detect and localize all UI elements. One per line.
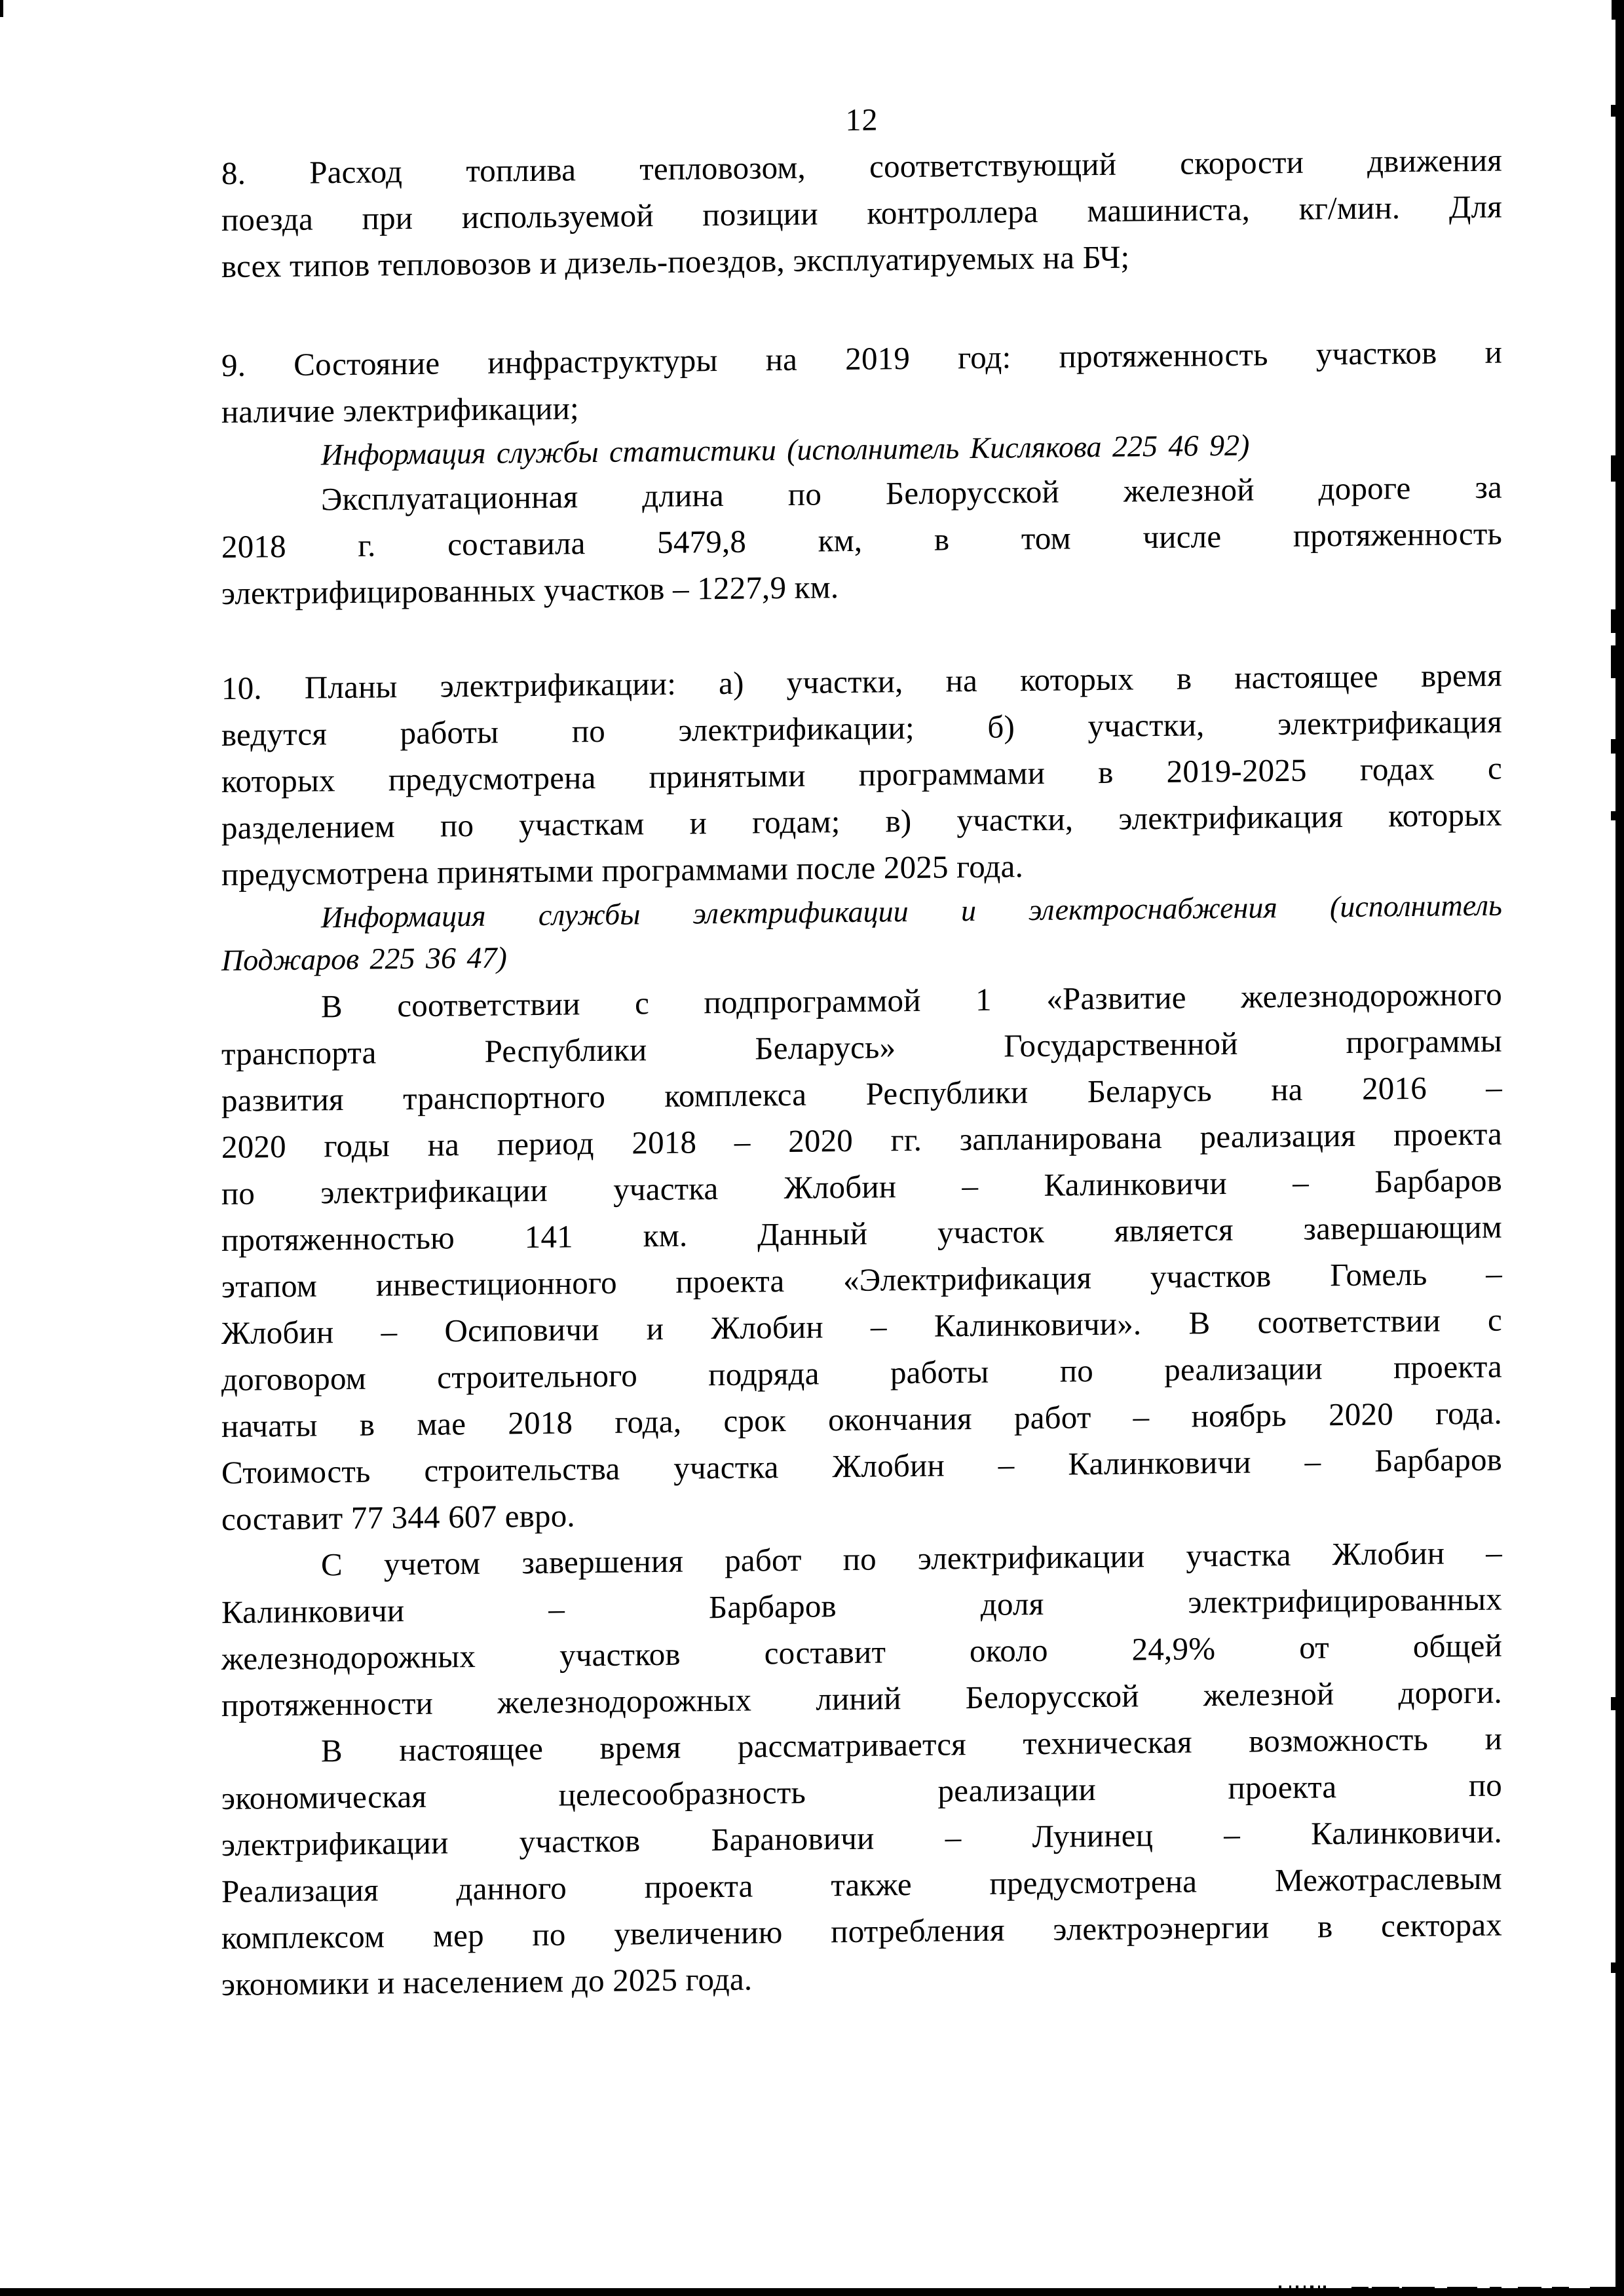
text-line: Стоимость строительства участка Жлобин – Калинковичи – Барбаров	[221, 1441, 1502, 1491]
paragraph-10	[221, 652, 1502, 898]
scan-edge-right-bar	[1615, 0, 1624, 2296]
scan-noise-mark	[1490, 2287, 1501, 2291]
text-line: комплексом мер по увеличению потребления электроэнергии в секторах	[221, 1906, 1502, 1956]
text-line: протяженностью 141 км. Данный участок является завершающим	[221, 1208, 1502, 1258]
scan-noise-mark	[1611, 645, 1616, 678]
text-line: 2018 г. составила 5479,8 км, в том числе протяженность	[221, 515, 1502, 565]
text-line: С учетом завершения работ по электрификации участка Жлобин –	[321, 1534, 1502, 1583]
text-line: железнодорожных участков составит около 24,9% от общей	[221, 1627, 1502, 1677]
document-text	[221, 90, 1502, 2008]
text-line: протяженности железнодорожных линий Белорусской железной дороги.	[221, 1674, 1502, 1723]
text-line: Информация службы статистики (исполнитель Кислякова 225 46 92)	[321, 428, 1250, 472]
scan-noise-mark	[1279, 2286, 1281, 2295]
scan-noise-mark	[1611, 455, 1616, 482]
text-line: В настоящее время рассматривается техническая возможность и	[321, 1720, 1502, 1769]
scan-noise-mark	[1351, 2287, 1369, 2291]
text-line: В соответствии с подпрограммой 1 «Развитие железнодорожного	[321, 976, 1502, 1025]
text-line: развития транспортного комплекса Республики Беларусь на 2016 –	[221, 1069, 1502, 1119]
text-line: составит 77 344 607 евро.	[221, 1497, 575, 1537]
scan-noise-mark	[1304, 2286, 1306, 2295]
text-line: этапом инвестиционного проекта «Электрификация участков Гомель –	[221, 1255, 1502, 1305]
paragraph-share	[221, 1529, 1502, 1729]
text-line: экономики и населением до 2025 года.	[221, 1961, 753, 2002]
text-line: электрификации участков Барановичи – Лунинец – Калинковичи.	[221, 1813, 1502, 1863]
scan-noise-mark	[1323, 2286, 1326, 2295]
scan-noise-mark	[1289, 2286, 1291, 2295]
text-line: которых предусмотрена принятыми программами в 2019-2025 годах с	[221, 750, 1502, 799]
scan-noise-mark	[1611, 609, 1616, 633]
paragraph-9	[221, 329, 1502, 435]
text-line: разделением по участкам и годам; в) участки, электрификация которых	[221, 796, 1502, 846]
text-line: начаты в мае 2018 года, срок окончания работ – ноябрь 2020 года.	[221, 1394, 1502, 1444]
note-electrification-service	[221, 885, 1502, 982]
text-line: договором строительного подряда работы по реализации проекта	[221, 1348, 1502, 1398]
scan-noise-mark	[1590, 2287, 1619, 2291]
scan-noise-mark	[1612, 0, 1616, 20]
scan-noise-mark	[1372, 2287, 1399, 2291]
scan-noise-mark	[1447, 2287, 1477, 2291]
text-line: Эксплуатационная длина по Белорусской железной дороге за	[321, 469, 1502, 518]
text-line: поезда при используемой позиции контроллера машиниста, кг/мин. Для	[221, 188, 1502, 238]
text-line: Реализация данного проекта также предусмотрена Межотраслевым	[221, 1860, 1502, 1909]
scan-noise-mark	[1611, 1697, 1616, 1710]
text-line: 8. Расход топлива тепловозом, соответствующий скорости движения	[221, 142, 1502, 191]
scan-noise-mark	[1611, 811, 1616, 820]
text-line: всех типов тепловозов и дизель-поездов, эксплуатируемых на БЧ;	[221, 239, 1130, 284]
text-line: 2020 годы на период 2018 – 2020 гг. запланирована реализация проекта	[221, 1115, 1502, 1165]
text-line: транспорта Республики Беларусь» Государственной программы	[221, 1022, 1502, 1072]
paragraph-operational-length	[221, 464, 1502, 617]
text-line: Жлобин – Осиповичи и Жлобин – Калинковичи». В соответствии с	[221, 1301, 1502, 1351]
text-line: электрифицированных участков – 1227,9 км.	[221, 569, 839, 611]
scan-noise-mark	[1611, 1962, 1616, 1973]
text-line: наличие электрификации;	[221, 390, 579, 430]
text-line: ведутся работы по электрификации; б) участки, электрификация	[221, 703, 1502, 753]
scan-noise-mark	[1402, 2287, 1435, 2291]
scan-noise-mark	[1518, 2287, 1541, 2291]
paragraph-8	[221, 137, 1502, 290]
text-line: Калинковичи – Барбаров доля электрифицированных	[221, 1580, 1502, 1630]
text-line: экономическая целесообразность реализации проекта по	[221, 1767, 1502, 1816]
scan-noise-mark	[1611, 739, 1616, 754]
text-line: предусмотрена принятыми программами после 2025 года.	[221, 848, 1024, 892]
scan-noise-mark	[1552, 2287, 1569, 2291]
text-line: 10. Планы электрификации: а) участки, на которых в настоящее время	[221, 657, 1502, 706]
paragraph-prospects	[221, 1715, 1502, 2008]
text-line: 9. Состояние инфраструктуры на 2019 год: протяженность участков и	[221, 334, 1502, 383]
text-line: Информация службы электрификации и электроснабжения (исполнитель	[321, 888, 1502, 934]
scan-noise-mark	[1310, 2286, 1313, 2295]
paragraph-project	[221, 971, 1502, 1542]
page-number: 12	[845, 102, 878, 138]
scan-noise-mark	[1318, 2286, 1320, 2295]
scan-corner-mark	[0, 0, 3, 17]
scan-noise-mark	[1296, 2286, 1298, 2295]
scan-noise-mark	[1611, 105, 1616, 117]
text-line: по электрификации участка Жлобин – Калинковичи – Барбаров	[221, 1162, 1502, 1212]
text-line: Поджаров 225 36 47)	[221, 940, 507, 977]
